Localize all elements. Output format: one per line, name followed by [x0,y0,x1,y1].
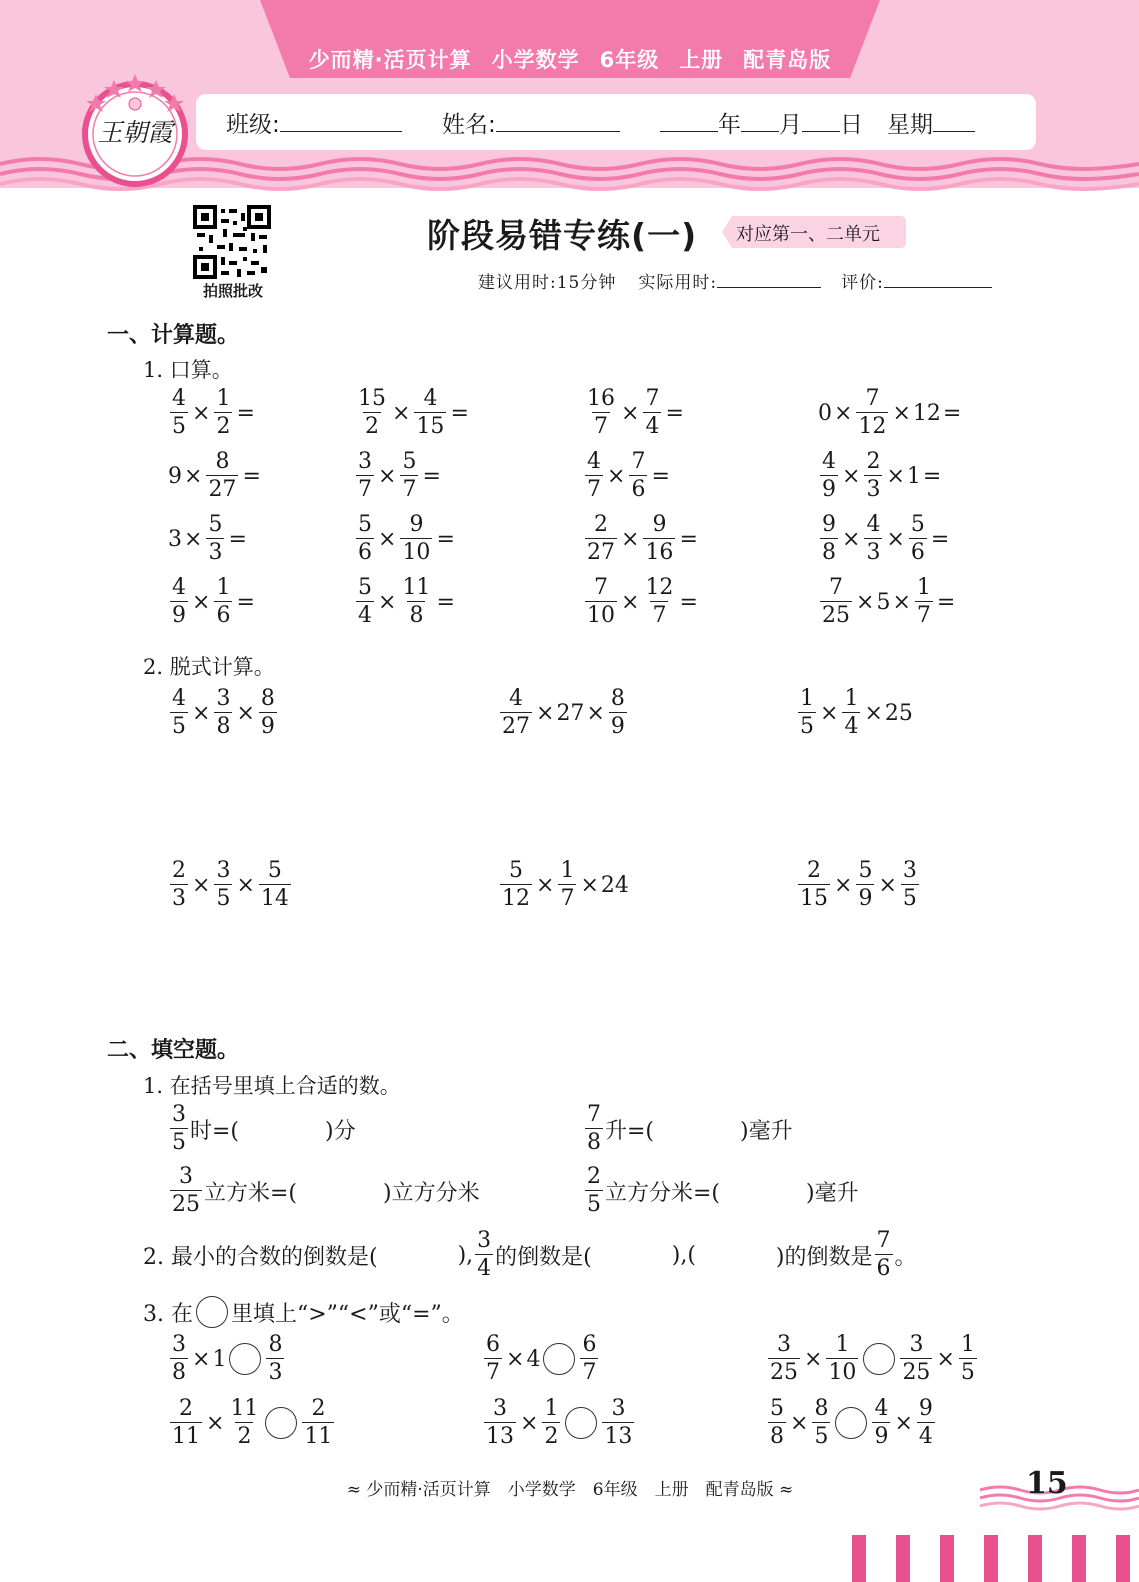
compare-item: $\frac{3}{13}$ × $\frac{1}{2}$ 3 13 [486,1396,633,1449]
series-item: 配青岛版 [743,48,832,72]
time-info [478,265,992,293]
q2-text: ),( [671,1242,696,1268]
fill-unit-to: )立方分米 [383,1180,480,1206]
q2-label: 2. 脱式计算。 [143,655,275,679]
q1-label: 1. 口算。 [143,358,233,382]
step-calc-item: $\frac{5}{12}$ × $\frac{1}{7}$ × 24 [502,858,629,911]
step-calc-item: $\frac{1}{5}$ × $\frac{1}{4}$ × 25 [800,686,913,739]
s2-q2: 2. 最小的合数的倒数是( ), 3 4 的倒数是( ),( )的倒数是 7 6 。 [143,1228,917,1281]
name-field[interactable] [442,106,620,139]
compare-item: $\frac{6}{7}$ × 4 6 7 [486,1332,597,1385]
series-item: 小学数学 [491,48,580,72]
series-item: 上册 [679,48,724,72]
oral-calc-item: $\frac{5}{6}$ × $\frac{9}{10}$ = [358,512,455,565]
oral-calc-item: $\frac{2}{27}$ × $\frac{9}{16}$ = [587,512,698,565]
footer-bars [850,1535,1139,1582]
s2-q3-label [143,1296,464,1328]
fill-item: 7 8 升=( )毫升 [587,1102,793,1155]
class-label: 班级: [226,112,280,138]
s2-q1-label: 1. 在括号里填上合适的数。 [143,1074,401,1098]
compare-circle[interactable] [229,1343,261,1375]
fill-unit-from: 立方分米=( [605,1180,721,1206]
oral-calc-item: $\frac{9}{8}$ × $\frac{4}{3}$ × $\frac{5}{6}$ = [822,512,950,565]
name-label: 姓名: [442,112,496,138]
compare-circle[interactable] [543,1343,575,1375]
section2-heading: 二、填空题。 [107,1038,240,1063]
suggest-time: 建议用时:15分钟 [478,273,617,293]
oral-calc-item: $\frac{16}{7}$ × $\frac{7}{4}$ = [587,386,684,439]
fill-item: 3 5 时=( )分 [172,1102,356,1155]
page-title: 阶段易错专练(一) [427,216,698,255]
q3-prefix: 3. 在 [143,1301,193,1327]
oral-calc-item: $\frac{4}{9}$ × $\frac{2}{3}$ × 1 = [822,449,942,502]
oral-calc-item: $\frac{4}{5}$ × $\frac{1}{2}$ = [172,386,255,439]
q2-text: ), [457,1242,474,1268]
oral-calc-item: $\frac{5}{4}$ × $\frac{11}{8}$ = [358,575,455,628]
oral-calc-item: $\frac{7}{10}$ × $\frac{12}{7}$ = [587,575,698,628]
date-field[interactable] [660,106,975,139]
oral-calc-item: 9 × $\frac{8}{27}$ = [168,449,261,502]
fill-item: 3 25 立方米=( )立方分米 [172,1164,480,1217]
oral-calc-item: $\frac{3}{7}$ × $\frac{5}{7}$ = [358,449,441,502]
compare-item: $\frac{5}{8}$ × $\frac{8}{5}$ $\frac{4}{9}$ × $\frac{9}{4}$ [770,1396,933,1449]
fill-unit-from: 升=( [605,1118,655,1144]
qr-code[interactable] [193,205,271,279]
fill-unit-to: )毫升 [740,1118,793,1144]
step-calc-item: $\frac{2}{15}$ × $\frac{5}{9}$ × $\frac{3}{5}$ [800,858,917,911]
fill-unit-to: )分 [325,1118,356,1144]
q3-suffix: 里填上“>”“<”或“=”。 [230,1301,464,1327]
fill-unit-from: 时=( [190,1118,240,1144]
compare-circle[interactable] [863,1343,895,1375]
weekday-label: 星期 [887,112,933,138]
step-calc-item: $\frac{4}{5}$ × $\frac{3}{8}$ × $\frac{8}{9}$ [172,686,275,739]
compare-circle[interactable] [565,1407,597,1439]
oral-calc-item: $\frac{4}{7}$ × $\frac{7}{6}$ = [587,449,670,502]
series-title [250,44,890,74]
compare-circle[interactable] [835,1407,867,1439]
compare-circle[interactable] [265,1407,297,1439]
circle-icon [196,1296,228,1328]
oral-calc-item: 0 × $\frac{7}{12}$ × 12 = [818,386,962,439]
actual-time-label: 实际用时: [638,273,718,293]
oral-calc-item: 3 × $\frac{5}{3}$ = [168,512,247,565]
qr-label: 拍照批改 [202,282,263,300]
footer-text: ≈ 少而精·活页计算 小学数学 6年级 上册 配青岛版 ≈ [346,1480,794,1500]
q2-prefix: 2. 最小的合数的倒数是( [143,1244,378,1270]
fill-unit-from: 立方米=( [204,1180,298,1206]
series-item: 少而精·活页计算 [308,48,472,72]
year-label: 年 [718,112,741,138]
q2-text: 。 [894,1244,917,1270]
step-calc-item: $\frac{2}{3}$ × $\frac{3}{5}$ × $\frac{5}{14}$ [172,858,289,911]
oral-calc-item: $\frac{15}{2}$ × $\frac{4}{15}$ = [358,386,469,439]
step-calc-item: $\frac{4}{27}$ × 27 × $\frac{8}{9}$ [502,686,625,739]
unit-tag: 对应第一、二单元 [736,224,880,245]
fill-unit-to: )毫升 [806,1180,859,1206]
compare-item: $\frac{2}{11}$ × $\frac{11}{2}$ 2 11 [172,1396,333,1449]
oral-calc-item: $\frac{4}{9}$ × $\frac{1}{6}$ = [172,575,255,628]
q2-text: 的倒数是( [495,1244,592,1270]
month-label: 月 [779,112,802,138]
class-field[interactable] [226,106,402,139]
fill-item: 2 5 立方分米=( )毫升 [587,1164,859,1217]
page-number: 15 [1026,1466,1068,1501]
compare-item: $\frac{3}{8}$ × 1 8 3 [172,1332,283,1385]
logo-text: 王朝霞 [97,118,173,147]
compare-item: $\frac{3}{25}$ × $\frac{1}{10}$ $\frac{3}{25}$ × $\frac{1}{5}$ [770,1332,975,1385]
series-item: 6年级 [599,48,660,72]
evaluation-label: 评价: [841,273,884,293]
oral-calc-item: $\frac{7}{25}$ × 5 × $\frac{1}{7}$ = [822,575,956,628]
section1-heading: 一、计算题。 [107,323,240,348]
day-label: 日 [840,112,863,138]
q2-text: )的倒数是 [775,1244,873,1270]
